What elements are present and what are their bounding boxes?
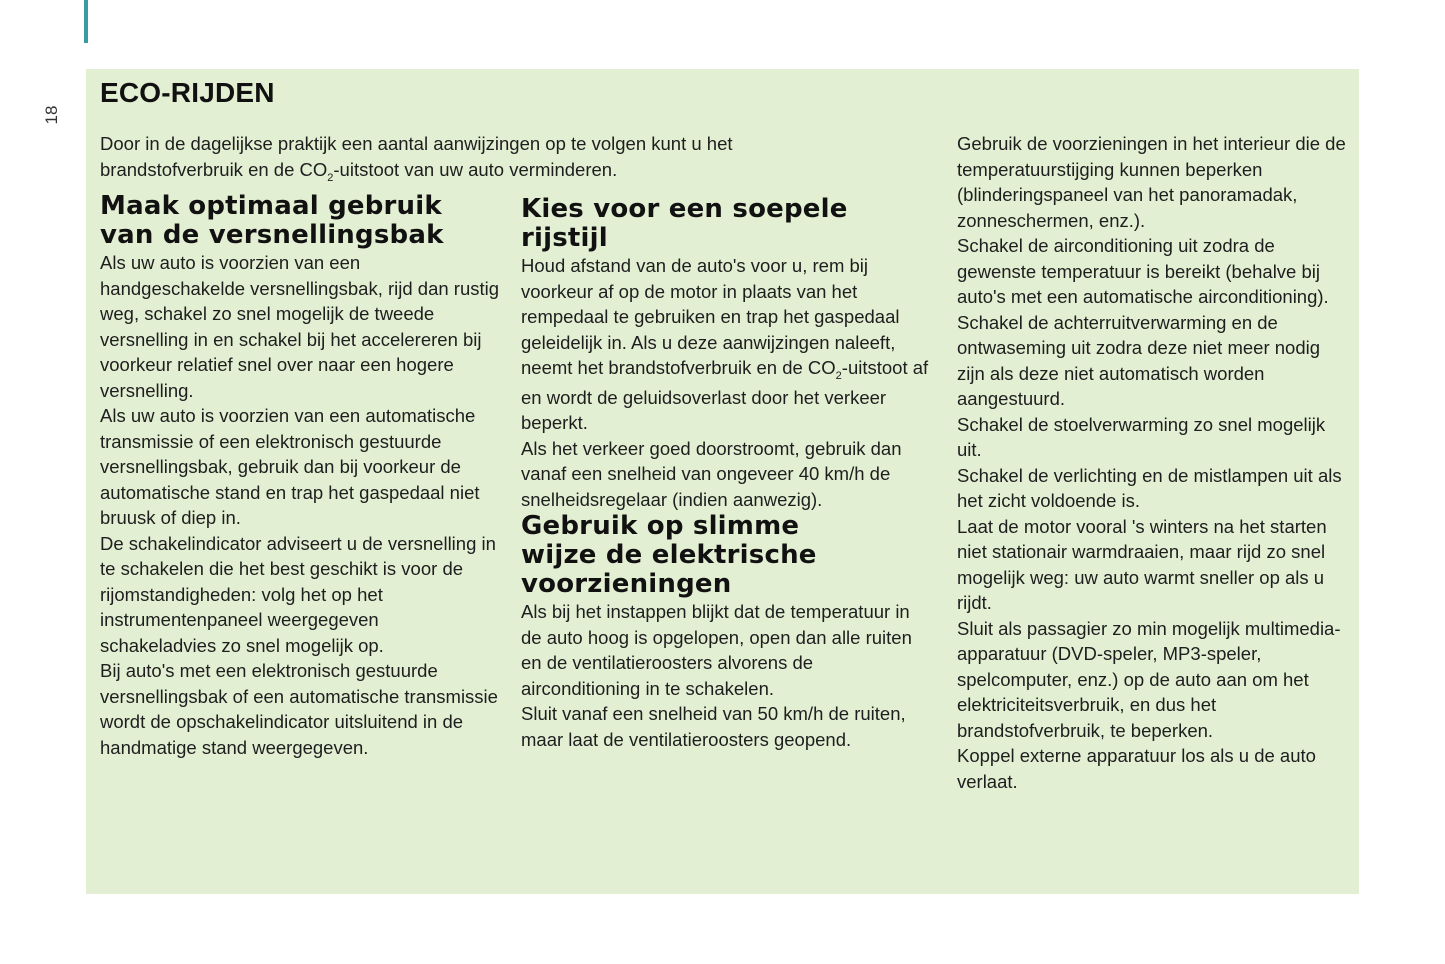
heading-line: van de versnellingsbak [100,220,444,250]
paragraph: Sluit als passagier zo min mogelijk multimedia-apparatuur (DVD-speler, MP3-speler, spelcomputer, enz.) op de auto aan om het elektriciteitsverbruik, en dus het brandstofverbruik, te beperken. [957,617,1341,741]
paragraph: Als het verkeer goed doorstroomt, gebruik dan vanaf een snelheid van ongeveer 40 km/h de snelheidsregelaar (indien aanwezig). [521,437,902,510]
page-number: 18 [42,105,61,125]
intro-text-part: -uitstoot van uw auto verminderen. [333,158,618,180]
paragraph: Koppel externe apparatuur los als u de auto verlaat. [957,745,1316,792]
column-right [957,131,1352,794]
paragraph: Sluit vanaf een snelheid van 50 km/h de ruiten, maar laat de ventilatieroosters geopend. [521,703,906,750]
heading-line: voorzieningen [521,569,732,599]
paragraph: Als bij het instappen blijkt dat de temperatuur in de auto hoog is opgelopen, open dan alle ruiten en de ventilatieroosters alvorens de airconditioning in te schakelen. [521,601,912,699]
paragraph: Gebruik de voorzieningen in het interieur die de temperatuurstijging kunnen beperken (blinderingspaneel van het panoramadak, zonneschermen, enz.). [957,133,1346,231]
heading-line: Gebruik op slimme [521,511,800,541]
section-heading-electrical [521,512,931,599]
co2-subscript: 2 [835,370,842,382]
paragraph [521,253,931,436]
paragraph: Als uw auto is voorzien van een handgeschakelde versnellingsbak, rijd dan rustig weg, schakel zo snel mogelijk de tweede versnelling in en schakel bij het accelereren bij voorkeur relatief snel over naar een hogere versnelling. [100,252,500,401]
paragraph: Schakel de airconditioning uit zodra de gewenste temperatuur is bereikt (behalve bij auto's met een automatische airconditioning). [957,235,1329,307]
column-middle [521,195,931,752]
co2-subscript: 2 [327,171,334,184]
paragraph: Laat de motor vooral 's winters na het starten niet stationair warmdraaien, maar rijd zo snel mogelijk weg: uw auto warmt sneller op als u rijdt. [957,515,1327,613]
intro-text [100,131,840,186]
paragraph: Schakel de achterruitverwarming en de ontwaseming uit zodra deze niet meer nodig zijn als deze niet automatisch worden aangestuurd. [957,311,1321,409]
paragraph-part: Houd afstand van de auto's voor u, rem bij voorkeur af op de motor in plaats van het rempedaal te gebruiken en trap het gaspedaal geleidelijk in. Als u deze aanwijzingen naleeft, neemt het brandstofverbruik en de CO [521,255,900,378]
heading-line: rijstijl [521,223,608,253]
heading-line: wijze de elektrische [521,540,817,570]
paragraph: Bij auto's met een elektronisch gestuurde versnellingsbak of een automatische transmissie wordt de opschakelindicator uitsluitend in de handmatige stand weergegeven. [100,660,498,758]
intro-text-part: Door in de dagelijkse praktijk een aantal aanwijzingen op te volgen kunt u het brandstofverbruik en de CO [100,133,733,180]
paragraph: Schakel de stoelverwarming zo snel mogelijk uit. [957,413,1326,460]
section-heading-gearbox [100,192,500,250]
page-title: ECO-RIJDEN [100,77,275,108]
top-accent-bar [84,0,88,43]
column-left [100,192,500,760]
heading-line: Kies voor een soepele [521,194,848,224]
paragraph: Schakel de verlichting en de mistlampen uit als het zicht voldoende is. [957,464,1342,511]
section-heading-driving-style [521,195,931,253]
paragraph: Als uw auto is voorzien van een automatische transmissie of een elektronisch gestuurde versnellingsbak, gebruik dan bij voorkeur de automatische stand en trap het gaspedaal niet bruusk of diep in. [100,405,480,528]
paragraph-part: -uitstoot af en wordt de geluidsoverlast door het verkeer beperkt. [521,357,929,433]
heading-line: Maak optimaal gebruik [100,191,442,221]
paragraph: De schakelindicator adviseert u de versnelling in te schakelen die het best geschikt is voor de rijomstandigheden: volg het op het instrumentenpaneel weergegeven schakeladvies zo snel mogelijk op. [100,532,496,656]
